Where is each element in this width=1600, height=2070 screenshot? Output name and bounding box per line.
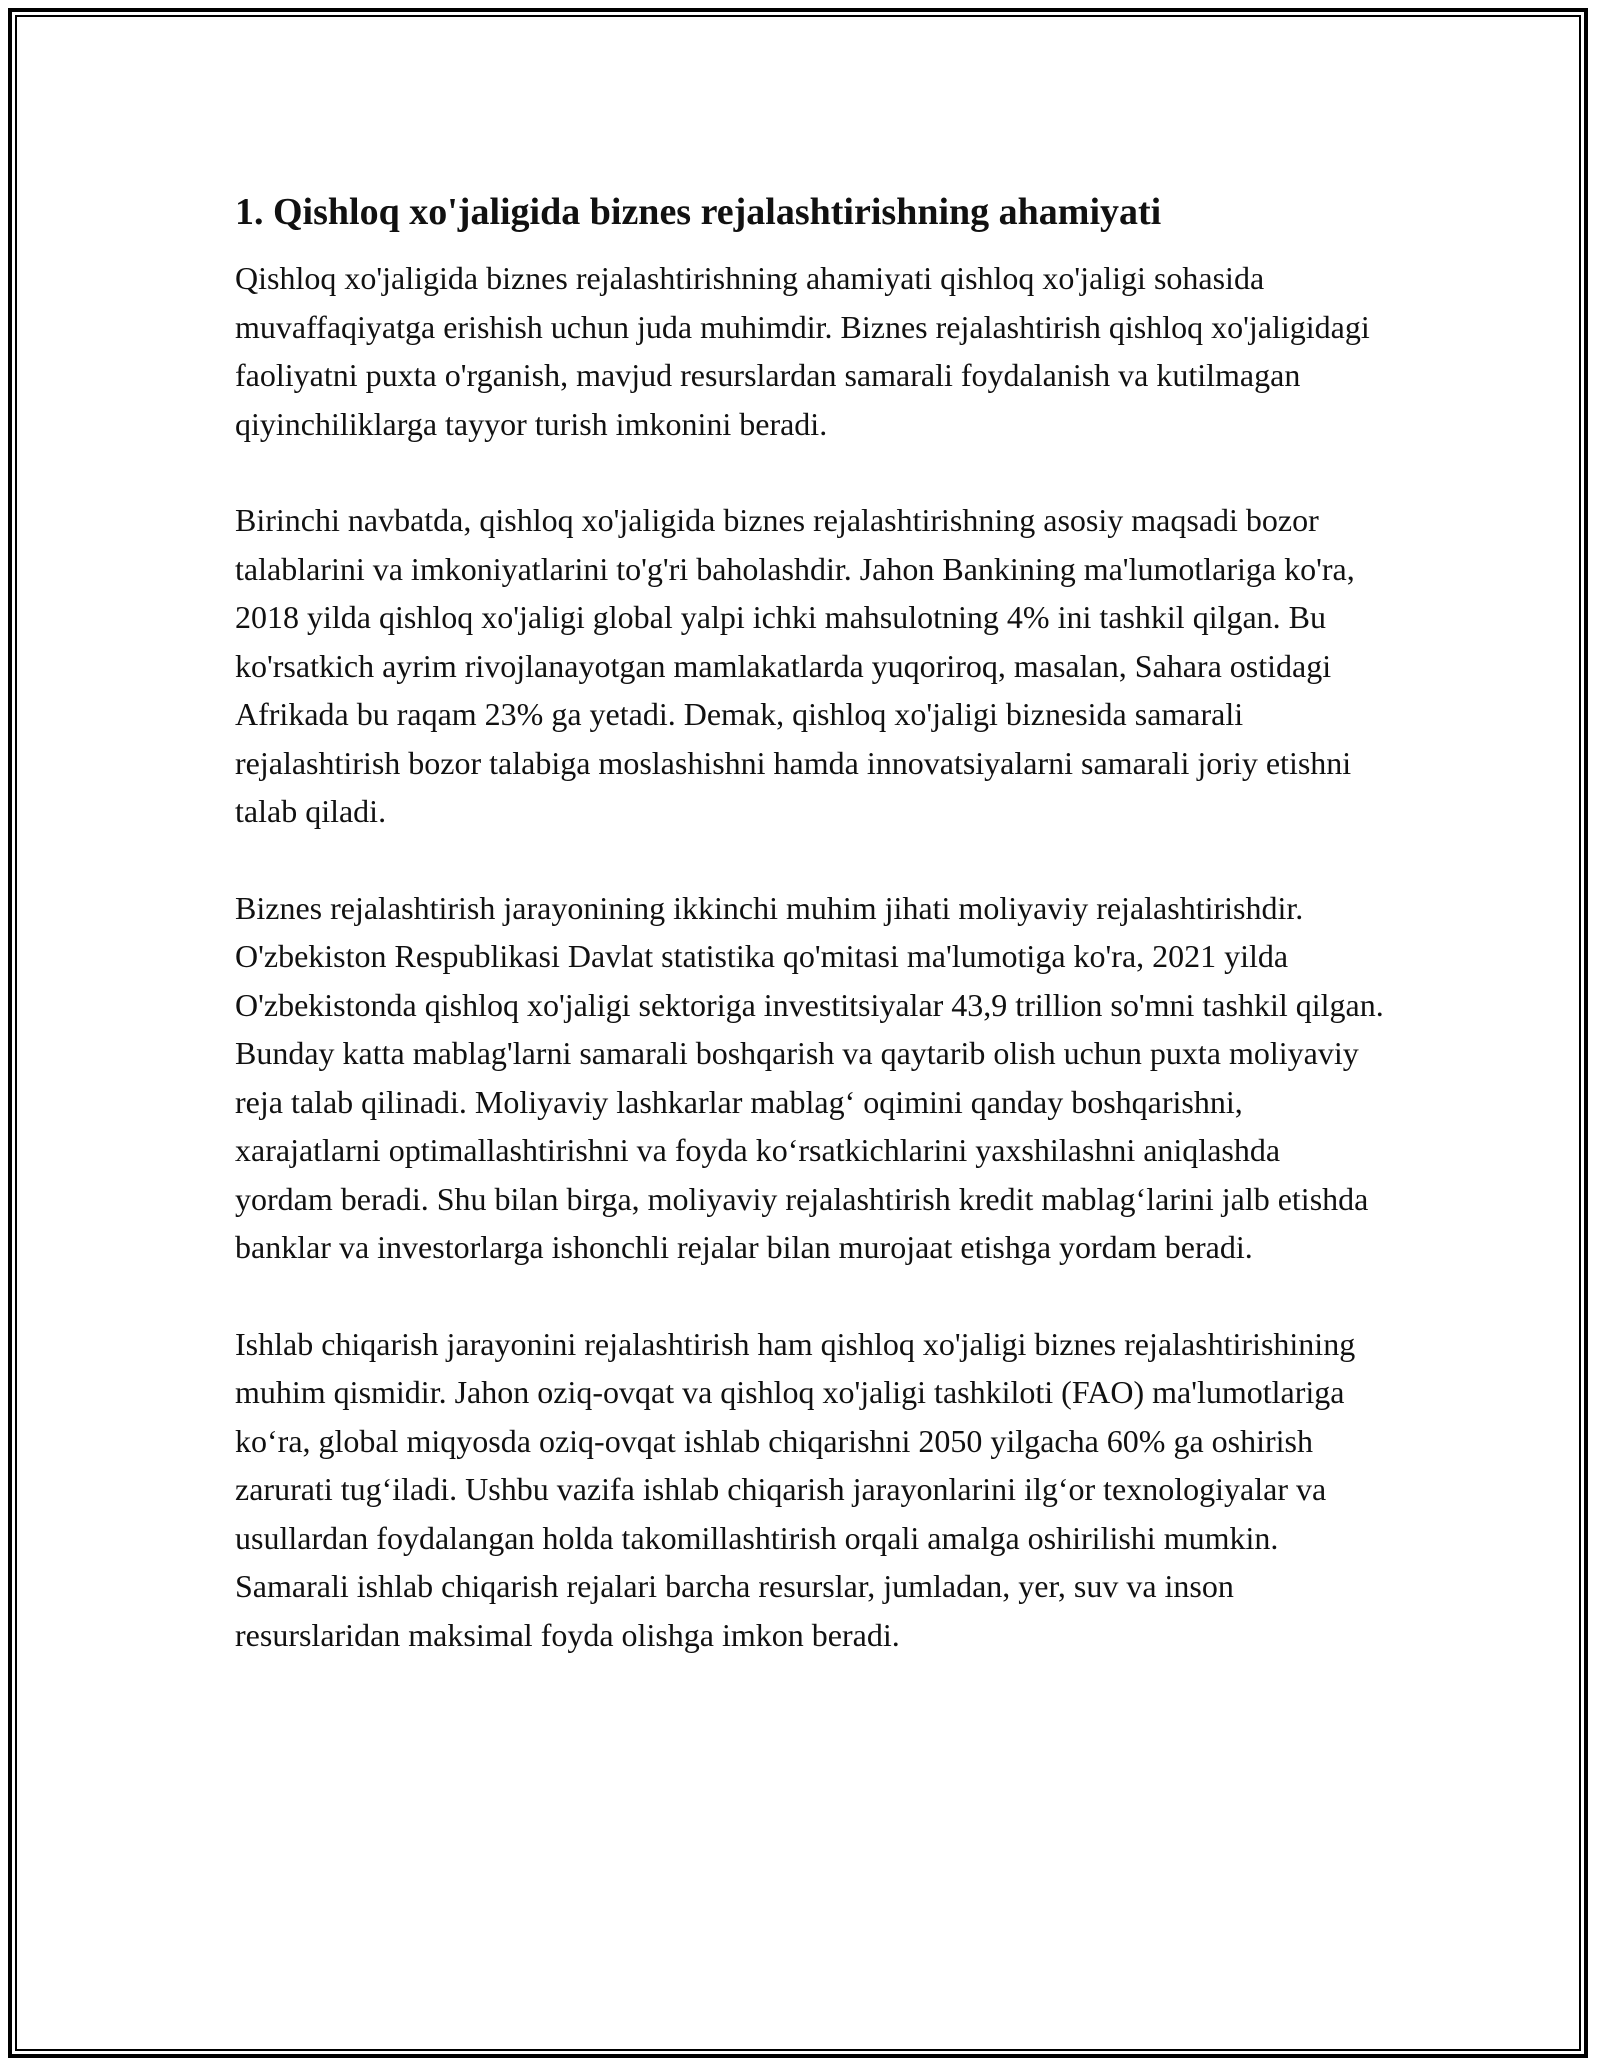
section-heading: 1. Qishloq xo'jaligida biznes rejalashtirishning ahamiyati (235, 191, 1162, 233)
document-body (235, 186, 1385, 1707)
paragraph-intro: Qishloq xo'jaligida biznes rejalashtirishning ahamiyati qishloq xo'jaligi sohasida muvaffaqiyatga erishish uchun juda muhimdir. Biznes rejalashtirish qishloq xo'jaligidagi faoliyatni puxta o'rganish, mavjud resurslardan samarali foydalanish va kutilmagan qiyinchiliklarga tayyor turish imkonini beradi. (235, 260, 1370, 442)
paragraph-market: Birinchi navbatda, qishloq xo'jaligida biznes rejalashtirishning asosiy maqsadi bozor talablarini va imkoniyatlarini to'g'ri baholashdir. Jahon Bankining ma'lumotlariga ko'ra, 2018 yilda qishloq xo'jaligi global yalpi ichki mahsulotning 4% ini tashkil qilgan. Bu ko'rsatkich ayrim rivojlanayotgan mamlakatlarda yuqoriroq, masalan, Sahara ostidagi Afrikada bu raqam 23% ga yetadi. Demak, qishloq xo'jaligi biznesida samarali rejalashtirish bozor talabiga moslashishni hamda innovatsiyalarni samarali joriy etishni talab qiladi. (235, 502, 1355, 829)
paragraph-finance: Biznes rejalashtirish jarayonining ikkinchi muhim jihati moliyaviy rejalashtirishdir. O'zbekiston Respublikasi Davlat statistika qo'mitasi ma'lumotiga ko'ra, 2021 yilda O'zbekistonda qishloq xo'jaligi sektoriga investitsiyalar 43,9 trillion so'mni tashkil qilgan. Bunday katta mablag'larni samarali boshqarish va qaytarib olish uchun puxta moliyaviy reja talab qilinadi. Moliyaviy lashkarlar mablag‘ oqimini qanday boshqarishni, xarajatlarni optimallashtirishni va foyda ko‘rsatkichlarini yaxshilashni aniqlashda yordam beradi. Shu bilan birga, moliyaviy rejalashtirish kredit mablag‘larini jalb etishda banklar va investorlarga ishonchli rejalar bilan murojaat etishga yordam beradi. (235, 889, 1384, 1265)
paragraph-production: Ishlab chiqarish jarayonini rejalashtirish ham qishloq xo'jaligi biznes rejalashtirishining muhim qismidir. Jahon oziq-ovqat va qishloq xo'jaligi tashkiloti (FAO) ma'lumotlariga ko‘ra, global miqyosda oziq-ovqat ishlab chiqarishni 2050 yilgacha 60% ga oshirish zarurati tug‘iladi. Ushbu vazifa ishlab chiqarish jarayonlarini ilg‘or texnologiyalar va usullardan foydalangan holda takomillashtirish orqali amalga oshirilishi mumkin. Samarali ishlab chiqarish rejalari barcha resurslar, jumladan, yer, suv va inson resurslaridan maksimal foyda olishga imkon beradi. (235, 1325, 1356, 1653)
